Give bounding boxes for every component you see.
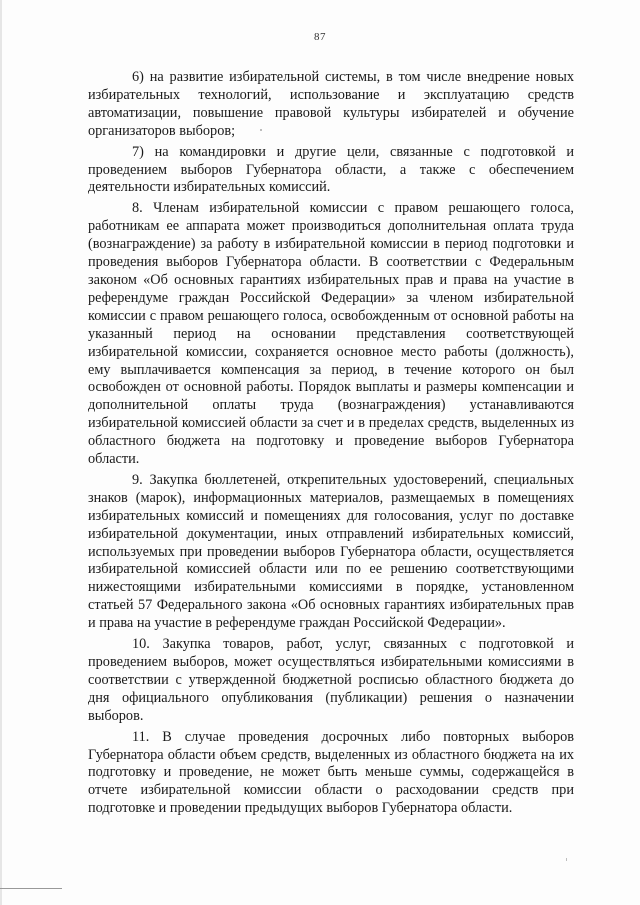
body-text [88, 69, 574, 821]
paragraph-item-6: 6) на развитие избирательной системы, в том числе внедрение новых избирательных технологий, использование и эксплуатацию средств автоматизации, повышение правовой культуры избирателей и обучение организаторов выборов; [88, 69, 574, 139]
scan-left-edge [0, 0, 2, 905]
paragraph-clause-8: 8. Членам избирательной комиссии с правом решающего голоса, работникам ее аппарата может производиться дополнительная оплата труда (вознаграждение) за работу в избирательной комиссии в период подготовки и проведения выборов Губернатора области. В соответствии с Федеральным законом «Об основных гарантиях избирательных прав и права на участие в референдуме граждан Российской Федерации» за членом избирательной комиссии с правом решающего голоса, освобожденным от основной работы на указанный период на основании представления соответствующей избирательной комиссии, сохраняется основное место работы (должность), ему выплачивается компенсация за период, в течение которого он был освобожден от основной работы. Порядок выплаты и размеры компенсации и дополнительной оплаты труда (вознаграждения) устанавливаются избирательной комиссией области за счет и в пределах средств, выделенных из областного бюджета на подготовку и проведение выборов Губернатора области. [88, 200, 574, 468]
paragraph-clause-11: 11. В случае проведения досрочных либо повторных выборов Губернатора области объем средств, выделенных из областного бюджета на их подготовку и проведение, не может быть меньше суммы, содержащейся в отчете избирательной комиссии области о расходовании средств при подготовке и проведении предыдущих выборов Губернатора области. [88, 728, 574, 817]
paragraph-item-7: 7) на командировки и другие цели, связанные с подготовкой и проведением выборов Губернатора области, а также с обеспечением деятельности избирательных комиссий. [88, 143, 574, 196]
paragraph-clause-10: 10. Закупка товаров, работ, услуг, связанных с подготовкой и проведением выборов, может осуществляться избирательными комиссиями в соответствии с утвержденной бюджетной росписью областного бюджета до дня официального опубликования (публикации) решения о назначении выборов. [88, 636, 574, 724]
paragraph-clause-9: 9. Закупка бюллетеней, открепительных удостоверений, специальных знаков (марок), информационных материалов, размещаемых в помещениях избирательных комиссий и помещениях для голосования, услуг по доставке избирательной документации, иных отправлений избирательных комиссий, используемых при проведении выборов Губернатора области, осуществляется избирательной комиссией области или по ее решению соответствующими нижестоящими избирательными комиссиями в порядке, установленном статьей 57 Федерального закона «Об основных гарантиях избирательных прав и права на участие в референдуме граждан Российской Федерации». [88, 471, 574, 632]
page-number: 87 [314, 31, 326, 43]
scan-speck [260, 129, 262, 131]
scan-speck [566, 858, 567, 861]
footnote-rule [0, 888, 62, 889]
